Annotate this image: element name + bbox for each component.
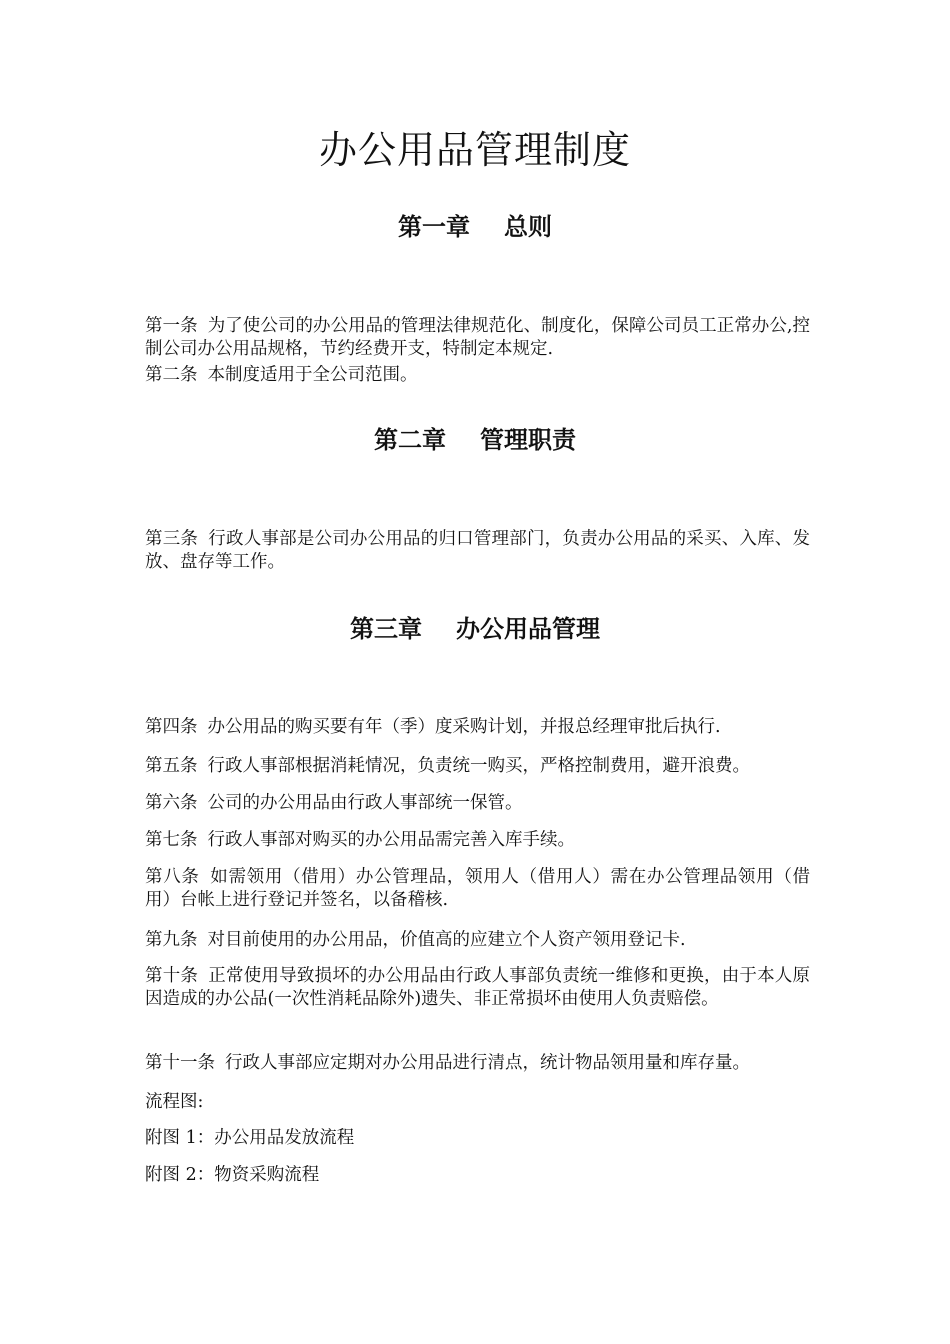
- article-text: 如需领用（借用）办公管理品，领用人（借用人）需在办公管理品领用（借用）台帐上进行登记并签名，以备稽核.: [145, 867, 811, 910]
- chapter-2-heading: [0, 423, 950, 457]
- article-label: 第五条: [145, 756, 198, 776]
- chapter-number: 第三章: [350, 614, 422, 643]
- article-text: 行政人事部应定期对办公用品进行清点，统计物品领用量和库存量。: [225, 1053, 750, 1073]
- chapter-name: 管理职责: [480, 425, 576, 454]
- attachment-1-link: 附图 1：办公用品发放流程: [145, 1128, 355, 1148]
- document-title: 办公用品管理制度: [318, 128, 631, 172]
- attachment-2-link: 附图 2：物资采购流程: [145, 1165, 320, 1185]
- article-label: 第六条: [145, 793, 198, 813]
- article-label: 第一条: [145, 316, 198, 336]
- chapter-name: 办公用品管理: [456, 614, 600, 643]
- flowchart-heading: 流程图:: [145, 1092, 204, 1112]
- article-1: [145, 315, 810, 361]
- article-2: [145, 364, 810, 387]
- article-label: 第十条: [145, 966, 199, 986]
- article-text: 公司的办公用品由行政人事部统一保管。: [207, 793, 523, 813]
- article-label: 第二条: [145, 365, 198, 385]
- article-4: [145, 716, 810, 739]
- chapter-name: 总则: [504, 212, 552, 241]
- article-label: 第四条: [145, 717, 198, 737]
- article-9: [145, 929, 810, 952]
- chapter-number: 第一章: [398, 212, 470, 241]
- article-6: [145, 792, 810, 815]
- article-label: 第九条: [145, 930, 198, 950]
- article-label: 第八条: [145, 867, 200, 887]
- chapter-1-heading: [0, 210, 950, 244]
- article-label: 第七条: [145, 830, 198, 850]
- article-text: 行政人事部根据消耗情况，负责统一购买，严格控制费用，避开浪费。: [207, 756, 750, 776]
- article-text: 本制度适用于全公司范围。: [207, 365, 418, 385]
- article-5: [145, 755, 810, 778]
- chapter-3-heading: [0, 612, 950, 646]
- article-text: 办公用品的购买要有年（季）度采购计划，并报总经理审批后执行.: [207, 717, 721, 737]
- article-8: [145, 866, 810, 912]
- article-11: [145, 1052, 810, 1075]
- article-text: 对目前使用的办公用品，价值高的应建立个人资产领用登记卡.: [207, 930, 686, 950]
- article-3: [145, 528, 810, 574]
- article-text: 正常使用导致损坏的办公用品由行政人事部负责统一维修和更换，由于本人原因造成的办公品(一次性消耗品除外)遗失、非正常损坏由使用人负责赔偿。: [145, 966, 810, 1009]
- article-text: 为了使公司的办公用品的管理法律规范化、制度化，保障公司员工正常办公,控制公司办公用品规格，节约经费开支，特制定本规定.: [145, 316, 811, 359]
- chapter-number: 第二章: [374, 425, 446, 454]
- article-10: [145, 965, 810, 1011]
- article-text: 行政人事部对购买的办公用品需完善入库手续。: [207, 830, 575, 850]
- article-label: 第三条: [145, 529, 199, 549]
- article-label: 第十一条: [145, 1053, 215, 1073]
- article-text: 行政人事部是公司办公用品的归口管理部门，负责办公用品的采买、入库、发放、盘存等工作。: [145, 529, 810, 572]
- article-7: [145, 829, 810, 852]
